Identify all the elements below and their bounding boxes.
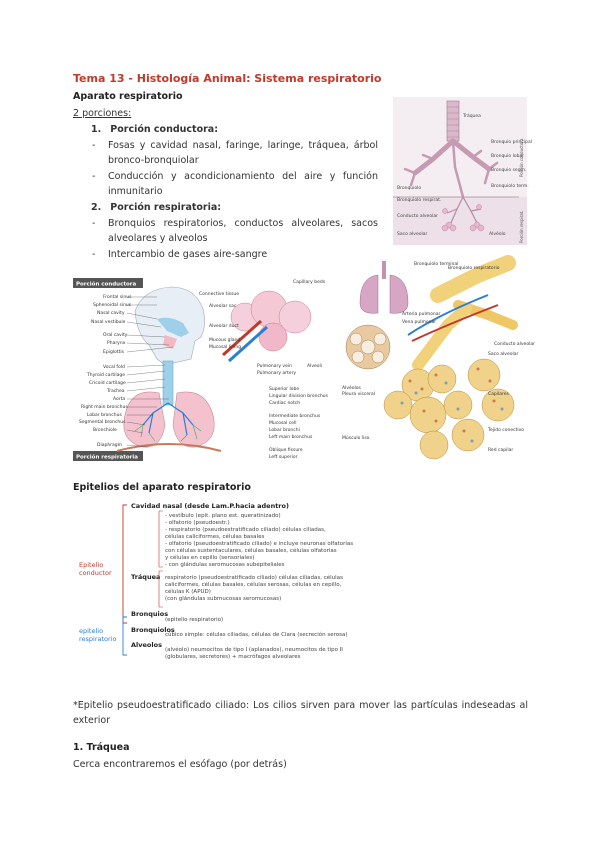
airway-label: Lobar bronchus — [87, 413, 122, 418]
epithelium-detail: - olfatorio (pseudoestr.) — [165, 520, 230, 526]
airway-label: Vocal fold — [103, 365, 125, 370]
side-label-conductora: Porción conductora — [519, 138, 524, 177]
alveoli-label: Bronquiolo respiratorio — [448, 266, 500, 271]
epithelium-detail: cúbico simple: células ciliadas, células de Clara (secreción serosa) — [165, 632, 348, 638]
bullet-conductora-2: Conducción y acondicionamiento del aire y función inmunitario — [108, 171, 378, 197]
bullet-conductora-1: Fosas y cavidad nasal, faringe, laringe, tráquea, árbol bronco-bronquiolar — [108, 140, 378, 166]
label-bronquiolo-terminal: Bronquiolo term. — [491, 184, 529, 189]
row-bronquios: Bronquios — [131, 610, 169, 618]
label-bronquio-seg: Bronquio segm. — [491, 168, 527, 173]
epithelia-diagram — [75, 495, 530, 673]
figure-airway-anatomy — [73, 275, 333, 467]
group-label-conductor-2: conductor — [79, 569, 112, 577]
row-traquea: Tráquea — [131, 573, 161, 581]
bullet-respiratoria-1: Bronquios respiratorios, conductos alveolares, sacos alveolares y alveolos — [108, 218, 378, 244]
airway-label: Epiglottis — [103, 350, 124, 355]
airway-label: Nasal cavity — [97, 311, 125, 316]
epithelium-detail: - olfatorio (pseudoestratificado ciliado) e incluye neuronas olfatorias — [165, 541, 354, 547]
list-item-1 — [91, 122, 218, 137]
bullet-dash: - — [92, 171, 96, 182]
banner-porcion-conductora: Porción conductora — [76, 281, 137, 288]
section-heading-aparato: Aparato respiratorio — [73, 91, 183, 102]
airway-label: Cardiac notch — [269, 401, 301, 406]
epithelium-detail: (con glándulas submucosas seromucosas) — [165, 596, 282, 602]
airway-label: Pulmonary vein — [257, 364, 292, 369]
label-alveolo: Alvéolo — [489, 232, 506, 237]
epithelium-detail: y células en cepillo (sensoriales) — [165, 555, 255, 561]
list-item-2 — [91, 200, 221, 215]
airway-label: Pharynx — [107, 341, 126, 346]
airway-label: Alveolar sac — [209, 304, 237, 309]
airway-label: Left superior — [269, 455, 298, 460]
list-number: 2. — [91, 202, 102, 213]
airway-label: Aorta — [113, 397, 126, 402]
banner-porcion-respiratoria: Porción respiratoria — [76, 454, 138, 461]
label-saco-alveolar: Saco alveolar — [397, 232, 428, 237]
list-label: Porción respiratoria: — [110, 202, 222, 213]
epithelium-detail: con células sustentaculares, células basales, células olfatorias — [165, 548, 337, 554]
epithelium-detail: - vestíbulo (epit. plano est. queratinizado) — [165, 513, 281, 519]
epithelium-detail: (epitelio respiratorio) — [165, 617, 224, 623]
label-bronquiolo-resp: Bronquiolo respirat. — [397, 198, 442, 203]
airway-label: Diaphragm — [97, 443, 123, 448]
epithelia-bracket-diagram — [75, 495, 530, 673]
airway-label: Oblique fissure — [269, 448, 303, 453]
epithelium-detail: (alvéolo) neumocitos de tipo I (aplanados), neumocitos de tipo II — [165, 647, 343, 653]
group-label-respiratorio-2: respiratorio — [79, 635, 117, 643]
label-bronquiolo: Bronquiolo — [397, 186, 422, 191]
airway-label: Superior lobe — [269, 387, 300, 392]
epithelium-detail: células K (APUD) — [165, 589, 211, 595]
epithelium-detail: respiratorio (pseudoestratificado ciliado) células ciliadas, células — [165, 575, 343, 581]
alveoli-label: Alvéolos — [342, 386, 361, 391]
epithelium-detail: células caliciformes, células basales — [165, 534, 265, 540]
section-heading-epitelios: Epitelios del aparato respiratorio — [73, 482, 251, 493]
airway-label: Oral cavity — [103, 333, 128, 338]
traquea-text: Cerca encontraremos el esófago (por detrás) — [73, 759, 287, 770]
airway-label: Lobar bronchi — [269, 428, 300, 433]
alveoli-label: Pleura visceral — [342, 392, 375, 397]
epithelium-detail: caliciformes, células basales, células serosas, células en cepillo, — [165, 582, 342, 588]
airway-label: Cricoid cartilage — [89, 381, 126, 386]
airway-label: Frontal sinus — [103, 295, 132, 300]
alveoli-label: Red capilar — [488, 448, 514, 453]
airway-anatomy-illustration — [73, 275, 333, 467]
epithelium-detail: - respiratorio (pseudoestratificado ciliado) células ciliadas, — [165, 527, 326, 533]
row-cavidad-nasal: Cavidad nasal (desde Lam.P.hacia adentro) — [131, 502, 289, 510]
epithelium-detail: - con glándulas seromucosas subepiteliales — [165, 562, 285, 568]
side-label-respiratoria: Porción respirat. — [519, 210, 524, 243]
label-traquea: Tráquea — [463, 114, 481, 119]
list-number: 1. — [91, 124, 102, 135]
bronchial-tree-illustration — [393, 97, 532, 245]
alveoli-label: Arteria pulmonar — [402, 312, 441, 317]
bullet-respiratoria-2: Intercambio de gases aire-sangre — [108, 249, 268, 260]
airway-label: Capillary beds — [293, 280, 326, 285]
airway-label: Sphenoidal sinus — [93, 303, 132, 308]
airway-label: Connective tissue — [199, 292, 240, 297]
airway-label: Left main bronchus — [269, 435, 313, 440]
airway-label: Right main bronchus — [81, 405, 128, 410]
airway-label: Alveolar duct — [209, 324, 239, 329]
group-label-respiratorio: epitelio — [79, 627, 104, 635]
subheading-porciones: 2 porciones: — [73, 108, 132, 119]
alveoli-label: Bronquiolo terminal — [414, 262, 459, 267]
group-label-conductor: Epitelio — [79, 561, 104, 569]
airway-label: Mucous gland — [209, 338, 241, 343]
airway-label: Mucosal cell — [269, 421, 297, 426]
alveoli-label: Músculo liso — [342, 436, 370, 441]
airway-label: Lingular division bronchus — [269, 394, 328, 399]
label-bronquio-lobar: Bronquio lobar — [491, 154, 525, 159]
alveoli-label: Saco alveolar — [488, 352, 519, 357]
alveoli-label: Conducto alveolar — [494, 342, 535, 347]
airway-label: Thyroid cartilage — [87, 373, 126, 378]
bullet-dash: - — [92, 140, 96, 151]
list-label: Porción conductora: — [110, 124, 219, 135]
airway-label: Pulmonary artery — [257, 371, 297, 376]
section-heading-traquea: 1. Tráquea — [73, 742, 130, 753]
row-alveolos: Alveolos — [131, 641, 162, 649]
bullet-dash: - — [92, 249, 96, 260]
airway-label: Mucosal lining — [209, 345, 242, 350]
airway-label: Trachea — [107, 389, 125, 394]
alveoli-illustration — [338, 255, 535, 470]
airway-label: Intermediate bronchus — [269, 414, 321, 419]
row-bronquiolos: Bronquiolos — [131, 626, 175, 634]
alveoli-label: Tejido conectivo — [488, 428, 525, 433]
airway-label: Segmental bronchus — [79, 420, 126, 425]
page-title: Tema 13 - Histología Animal: Sistema respiratorio — [73, 72, 382, 85]
note-epitelio: *Epitelio pseudoestratificado ciliado: Los cilios sirven para mover las partículas indeseadas al exterior — [73, 700, 528, 726]
airway-label: Alveoli — [307, 364, 323, 369]
epithelium-detail: (globulares, secretores) + macrófagos alveolares — [165, 654, 301, 660]
figure-bronchial-tree — [393, 97, 532, 245]
bullet-dash: - — [92, 218, 96, 229]
alveoli-label: Vena pulmonar — [402, 320, 437, 325]
label-conducto-alveolar: Conducto alveolar — [397, 214, 438, 219]
figure-alveoli-detail — [338, 255, 535, 470]
airway-label: Nasal vestibule — [91, 320, 126, 325]
label-bronquio-principal: Bronquio principal — [491, 140, 532, 145]
alveoli-label: Capilares — [488, 392, 509, 397]
airway-label: Bronchiole — [93, 428, 117, 433]
